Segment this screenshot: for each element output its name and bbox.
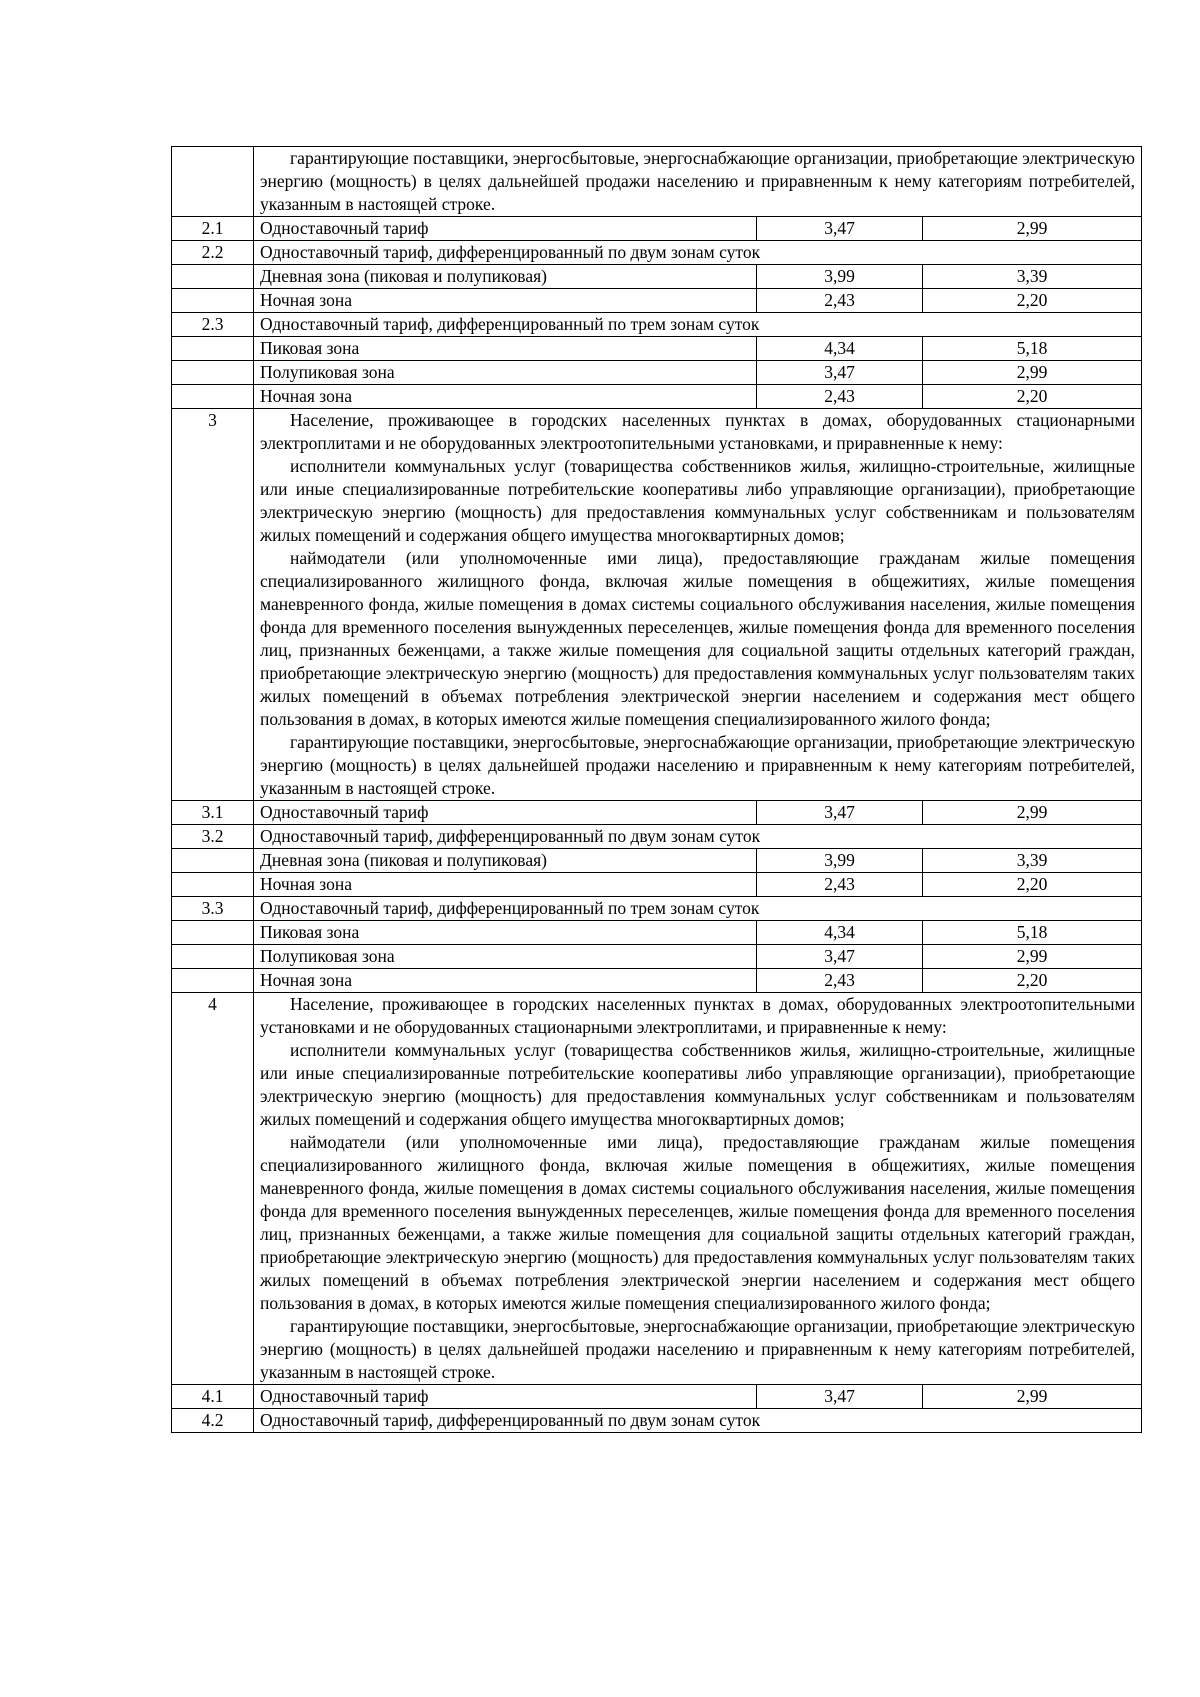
paragraph-utilities: исполнители коммунальных услуг (товарищества собственников жилья, жилищно-строительные, жилищные или иные специализированные потребительские кооперативы либо управляющие организации), приобретающие электрическую энергию (мощность) для предоставления коммунальных услуг собственникам и пользователям жилых помещений и содержания общего имущества многоквартирных домов; [260,1040,1135,1129]
row-description [254,409,1142,801]
row-label: Одноставочный тариф [254,801,757,825]
table-row [172,873,1142,897]
table-row [172,849,1142,873]
row-number: 4 [172,993,254,1385]
row-number: 4.1 [172,1385,254,1409]
tariff-document [171,146,1141,1433]
value-col-1: 4,34 [757,921,923,945]
row-number-empty [172,849,254,873]
table-row [172,1409,1142,1433]
table-row [172,993,1142,1385]
table-row [172,801,1142,825]
row-number-empty [172,873,254,897]
value-col-2: 2,20 [923,289,1142,313]
row-label: Дневная зона (пиковая и полупиковая) [254,265,757,289]
row-number-empty [172,921,254,945]
table-row [172,969,1142,993]
row-number-empty [172,945,254,969]
table-row [172,385,1142,409]
row-label: Ночная зона [254,385,757,409]
paragraph-landlords: наймодатели (или уполномоченные ими лица), предоставляющие гражданам жилые помещения специализированного жилищного фонда, включая жилые помещения в общежитиях, жилые помещения маневренного фонда, жилые помещения в домах системы социального обслуживания населения, жилые помещения фонда для временного поселения вынужденных переселенцев, жилые помещения фонда для временного поселения лиц, признанных беженцами, а также жилые помещения для социальной защиты отдельных категорий граждан, приобретающие электрическую энергию (мощность) для предоставления коммунальных услуг пользователям таких жилых помещений в объемах потребления электрической энергии населением и содержания мест общего пользования в домах, в которых имеются жилые помещения специализированного жилого фонда; [260,1132,1135,1313]
paragraph-landlords: наймодатели (или уполномоченные ими лица), предоставляющие гражданам жилые помещения специализированного жилищного фонда, включая жилые помещения в общежитиях, жилые помещения маневренного фонда, жилые помещения в домах системы социального обслуживания населения, жилые помещения фонда для временного поселения вынужденных переселенцев, жилые помещения фонда для временного поселения лиц, признанных беженцами, а также жилые помещения для социальной защиты отдельных категорий граждан, приобретающие электрическую энергию (мощность) для предоставления коммунальных услуг пользователям таких жилых помещений в объемах потребления электрической энергии населением и содержания мест общего пользования в домах, в которых имеются жилые помещения специализированного жилого фонда; [260,548,1135,729]
table-row [172,265,1142,289]
row-label: Пиковая зона [254,337,757,361]
row-number: 2.2 [172,241,254,265]
row-number-empty [172,265,254,289]
table-row [172,313,1142,337]
value-col-1: 3,99 [757,849,923,873]
value-col-2: 5,18 [923,921,1142,945]
row-label: Ночная зона [254,873,757,897]
value-col-1: 3,47 [757,361,923,385]
row-label: Одноставочный тариф, дифференцированный по двум зонам суток [254,241,1142,265]
row-label: Одноставочный тариф, дифференцированный по трем зонам суток [254,313,1142,337]
value-col-1: 3,47 [757,945,923,969]
paragraph-utilities: исполнители коммунальных услуг (товарищества собственников жилья, жилищно-строительные, жилищные или иные специализированные потребительские кооперативы либо управляющие организации), приобретающие электрическую энергию (мощность) для предоставления коммунальных услуг собственникам и пользователям жилых помещений и содержания общего имущества многоквартирных домов; [260,456,1135,545]
table-row [172,897,1142,921]
value-col-2: 3,39 [923,265,1142,289]
table-row [172,289,1142,313]
value-col-1: 3,47 [757,217,923,241]
paragraph-suppliers: гарантирующие поставщики, энергосбытовые, энергоснабжающие организации, приобретающие электрическую энергию (мощность) в целях дальнейшей продажи населению и приравненным к нему категориям потребителей, указанным в настоящей строке. [260,732,1135,798]
row-label: Полупиковая зона [254,361,757,385]
value-col-2: 2,99 [923,945,1142,969]
row-label: Дневная зона (пиковая и полупиковая) [254,849,757,873]
value-col-1: 2,43 [757,289,923,313]
table-row [172,409,1142,801]
row-number: 3 [172,409,254,801]
row-label: Одноставочный тариф [254,1385,757,1409]
value-col-1: 3,47 [757,1385,923,1409]
row-label: Пиковая зона [254,921,757,945]
value-col-1: 2,43 [757,969,923,993]
table-row [172,147,1142,217]
row-description [254,147,1142,217]
table-row [172,921,1142,945]
row-number: 3.2 [172,825,254,849]
value-col-1: 2,43 [757,873,923,897]
value-col-1: 2,43 [757,385,923,409]
value-col-2: 2,20 [923,969,1142,993]
table-row [172,825,1142,849]
value-col-1: 3,47 [757,801,923,825]
paragraph-suppliers: гарантирующие поставщики, энергосбытовые, энергоснабжающие организации, приобретающие электрическую энергию (мощность) в целях дальнейшей продажи населению и приравненным к нему категориям потребителей, указанным в настоящей строке. [260,148,1135,214]
value-col-2: 2,99 [923,217,1142,241]
row-number-empty [172,969,254,993]
value-col-2: 2,20 [923,873,1142,897]
paragraph-suppliers: гарантирующие поставщики, энергосбытовые, энергоснабжающие организации, приобретающие электрическую энергию (мощность) в целях дальнейшей продажи населению и приравненным к нему категориям потребителей, указанным в настоящей строке. [260,1316,1135,1382]
table-row [172,1385,1142,1409]
paragraph-intro: Население, проживающее в городских населенных пунктах в домах, оборудованных электроотопительными установками и не оборудованных стационарными электроплитами, и приравненные к нему: [260,994,1135,1037]
row-number-empty [172,385,254,409]
row-number: 2.3 [172,313,254,337]
row-number: 2.1 [172,217,254,241]
value-col-1: 3,99 [757,265,923,289]
row-label: Ночная зона [254,969,757,993]
row-label: Одноставочный тариф, дифференцированный по двум зонам суток [254,825,1142,849]
row-number: 3.3 [172,897,254,921]
value-col-2: 2,99 [923,801,1142,825]
value-col-2: 2,99 [923,361,1142,385]
paragraph-intro: Население, проживающее в городских населенных пунктах в домах, оборудованных стационарными электроплитами и не оборудованных электроотопительными установками, и приравненные к нему: [260,410,1135,453]
row-description [254,993,1142,1385]
row-number-empty [172,337,254,361]
table-row [172,945,1142,969]
row-label: Одноставочный тариф, дифференцированный по трем зонам суток [254,897,1142,921]
row-number-empty [172,361,254,385]
tariff-table [171,146,1142,1433]
value-col-2: 3,39 [923,849,1142,873]
row-label: Ночная зона [254,289,757,313]
value-col-2: 5,18 [923,337,1142,361]
table-row [172,361,1142,385]
row-label: Одноставочный тариф, дифференцированный по двум зонам суток [254,1409,1142,1433]
row-number [172,147,254,217]
table-row [172,217,1142,241]
row-number: 4.2 [172,1409,254,1433]
row-number: 3.1 [172,801,254,825]
value-col-2: 2,99 [923,1385,1142,1409]
row-label: Полупиковая зона [254,945,757,969]
table-row [172,241,1142,265]
row-number-empty [172,289,254,313]
row-label: Одноставочный тариф [254,217,757,241]
value-col-2: 2,20 [923,385,1142,409]
value-col-1: 4,34 [757,337,923,361]
table-row [172,337,1142,361]
